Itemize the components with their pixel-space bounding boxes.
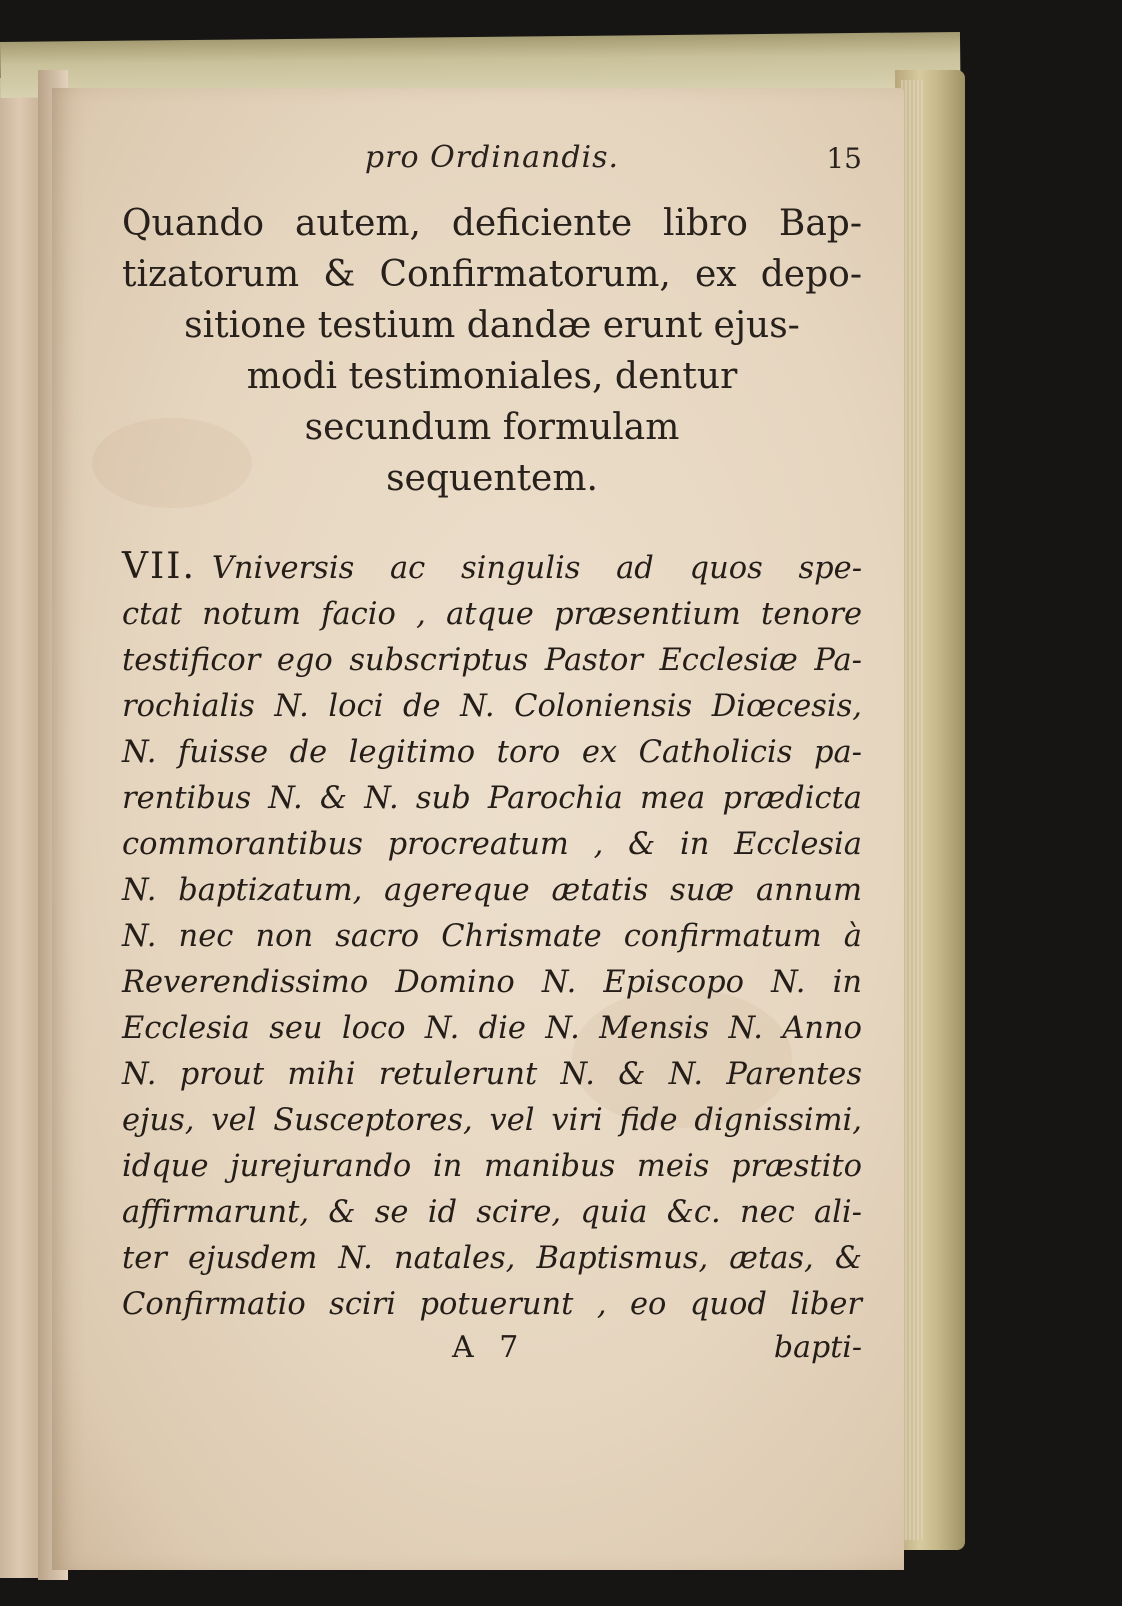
section-line: Vniversis ac singulis ad quos spe- (211, 551, 862, 586)
paragraph-line: modi testimoniales, dentur (246, 356, 738, 397)
paragraph-line: Quando autem, deficiente libro Bap- (122, 203, 862, 244)
section-vii (122, 544, 862, 1328)
section-line: rentibus N. & N. sub Parochia mea prædicta (122, 781, 862, 816)
running-title: pro Ordinandis. (364, 140, 620, 175)
section-line: Confirmatio sciri potuerunt , eo quod liber (122, 1287, 862, 1322)
paragraph-line: tizatorum & Confirmatorum, ex depo- (122, 254, 862, 295)
section-line: Ecclesia seu loco N. die N. Mensis N. Anno (122, 1011, 862, 1046)
section-line: testificor ego subscriptus Pastor Ecclesiæ Pa- (122, 643, 862, 678)
section-first-line (122, 544, 862, 592)
paragraph-line: sequentem. (386, 458, 598, 499)
section-line: idque jurejurando in manibus meis præstito (122, 1149, 862, 1184)
page-footer (122, 1330, 862, 1376)
section-line: Reverendissimo Domino N. Episcopo N. in (122, 965, 862, 1000)
section-line: ejus, vel Susceptores, vel viri fide dignissimi, (122, 1103, 862, 1138)
paragraph-line: sitione testium dandæ erunt ejus- (184, 305, 800, 346)
section-number: VII. (122, 546, 196, 587)
section-line: ctat notum facio , atque præsentium tenore (122, 597, 862, 632)
section-line: N. prout mihi retulerunt N. & N. Parentes (122, 1057, 862, 1092)
paragraph-line: secundum formulam (304, 407, 680, 448)
section-line: affirmarunt, & se id scire, quia &c. nec ali- (122, 1195, 862, 1230)
page-stack-edge (895, 70, 965, 1550)
section-line: commorantibus procreatum , & in Ecclesia (122, 827, 862, 862)
section-line: N. baptizatum, agereque ætatis suæ annum (122, 873, 862, 908)
book-page (52, 88, 904, 1570)
page-number: 15 (826, 142, 862, 175)
section-line: N. nec non sacro Chrismate confirmatum à (122, 919, 862, 954)
catchword: bapti- (773, 1330, 862, 1365)
signature-mark: A 7 (452, 1330, 527, 1365)
running-head (122, 140, 862, 188)
section-line: rochialis N. loci de N. Coloniensis Diœcesis, (122, 689, 862, 724)
section-line: N. fuisse de legitimo toro ex Catholicis pa- (122, 735, 862, 770)
section-line: ter ejusdem N. natales, Baptismus, ætas, & (122, 1241, 862, 1276)
page-text-block (122, 140, 862, 1376)
opening-paragraph (122, 198, 862, 504)
